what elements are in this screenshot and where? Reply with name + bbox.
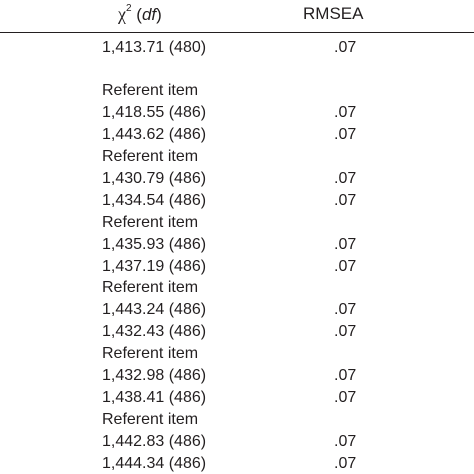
chi-square-cell: 1,432.98 (486): [102, 367, 207, 384]
table-row: [0, 365, 474, 386]
rmsea-cell: .07: [334, 258, 357, 275]
chi-square-cell: 1,444.34 (486): [102, 455, 207, 472]
column-header-chi-square: $\chi^2$ (df): [118, 3, 162, 24]
chi-symbol: χ: [118, 4, 126, 24]
chi-square-cell: 1,443.62 (486): [102, 126, 207, 143]
chi-square-cell: 1,443.24 (486): [102, 301, 207, 318]
column-header-rmsea: RMSEA: [303, 4, 364, 23]
rmsea-cell: .07: [334, 323, 357, 340]
table-row: [0, 168, 474, 189]
rmsea-cell: .07: [334, 104, 357, 121]
rmsea-cell: .07: [334, 126, 357, 143]
chi-square-cell: Referent item: [102, 148, 199, 165]
chi-square-cell: 1,413.71 (480): [102, 39, 207, 56]
rmsea-cell: .07: [334, 236, 357, 253]
df-label: df: [141, 5, 157, 24]
rmsea-cell: .07: [334, 39, 357, 56]
table-row: [0, 409, 474, 430]
rmsea-cell: .07: [334, 367, 357, 384]
chi-square-cell: Referent item: [102, 279, 199, 296]
table-row: [0, 321, 474, 342]
table-row: [0, 256, 474, 277]
chi-square-cell: 1,418.55 (486): [102, 104, 207, 121]
chi-square-cell: 1,435.93 (486): [102, 236, 207, 253]
chi-square-cell: 1,442.83 (486): [102, 433, 207, 450]
rmsea-cell: .07: [334, 433, 357, 450]
table-row: [0, 190, 474, 211]
chi-square-cell: 1,430.79 (486): [102, 170, 207, 187]
table-row: [0, 80, 474, 101]
table-row: [0, 277, 474, 298]
chi-square-cell: Referent item: [102, 82, 199, 99]
rmsea-cell: .07: [334, 192, 357, 209]
chi-square-cell: 1,438.41 (486): [102, 389, 207, 406]
table-row: [0, 146, 474, 167]
chi-square-cell: Referent item: [102, 214, 199, 231]
table-row: [0, 431, 474, 452]
chi-square-cell: 1,432.43 (486): [102, 323, 207, 340]
chi-superscript: 2: [126, 3, 132, 15]
chi-square-cell: 1,437.19 (486): [102, 258, 207, 275]
table-row: [0, 234, 474, 255]
table-row: [0, 343, 474, 364]
header-rule: [0, 32, 474, 33]
chi-square-cell: Referent item: [102, 411, 199, 428]
rmsea-cell: .07: [334, 301, 357, 318]
table-row: [0, 299, 474, 320]
chi-square-cell: 1,434.54 (486): [102, 192, 207, 209]
table-row: [0, 387, 474, 408]
table-header: [0, 0, 474, 32]
table-row: [0, 124, 474, 145]
rmsea-cell: .07: [334, 389, 357, 406]
rmsea-cell: .07: [334, 170, 357, 187]
table-row: [0, 37, 474, 58]
chi-square-cell: Referent item: [102, 345, 199, 362]
table-row: [0, 212, 474, 233]
rmsea-cell: .07: [334, 455, 357, 472]
table-row: [0, 102, 474, 123]
table-row: [0, 453, 474, 474]
